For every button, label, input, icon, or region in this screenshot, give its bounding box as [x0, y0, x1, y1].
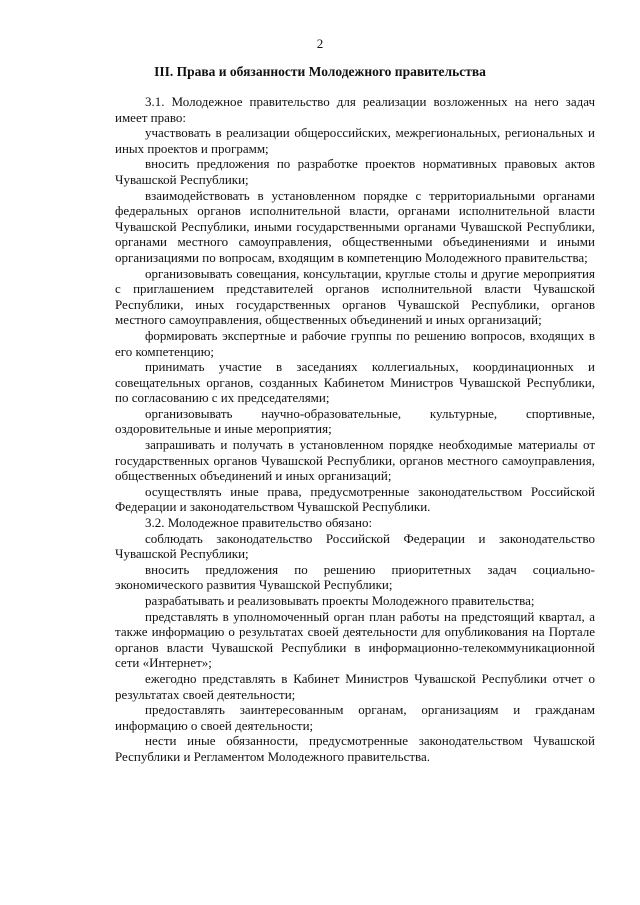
paragraph-duty-report: ежегодно представлять в Кабинет Министров Чувашской Республики отчет о результатах своей деятельности; [115, 670, 595, 702]
paragraph-right-meetings: организовывать совещания, консультации, круглые столы и другие мероприятия с приглашением представителей органов исполнительной власти Чувашской Республики, иных государственных органов Чувашской Республики, органов местного самоуправления, общественных объединений и иных организаций; [115, 265, 595, 328]
paragraph-duty-other: нести иные обязанности, предусмотренные законодательством Чувашской Республики и Регламентом Молодежного правительства. [115, 733, 595, 764]
paragraph-right-proposals: вносить предложения по разработке проектов нормативных правовых актов Чувашской Республики; [115, 156, 595, 187]
paragraph-3-1-intro: 3.1. Молодежное правительство для реализации возложенных на него задач имеет право: [115, 94, 595, 125]
body-text [115, 94, 595, 765]
paragraph-duty-comply: соблюдать законодательство Российской Федерации и законодательство Чувашской Республики; [115, 530, 595, 562]
section-heading: III. Права и обязанности Молодежного правительства [154, 64, 486, 79]
paragraph-duty-projects: разрабатывать и реализовывать проекты Молодежного правительства; [145, 593, 535, 608]
paragraph-duty-plan: представлять в уполномоченный орган план работы на предстоящий квартал, а также информацию о результатах своей деятельности для опубликования на Портале органов власти Чувашской Республики в информационно-телекоммуникационной сети «Интернет»; [115, 608, 595, 671]
paragraph-right-events: организовывать научно-образовательные, культурные, спортивные, оздоровительные и иные мероприятия; [115, 405, 595, 437]
paragraph-right-groups: формировать экспертные и рабочие группы по решению вопросов, входящих в его компетенцию; [115, 327, 595, 359]
paragraph-right-interact: взаимодействовать в установленном порядке с территориальными органами федеральных органов исполнительной власти, органами исполнительной власти Чувашской Республики, иными государственными органами Чувашской Республики, органами местного самоуправления, общественными объединениями и иными организациями по вопросам, входящим в компетенцию Молодежного правительства; [115, 187, 595, 265]
paragraph-right-request: запрашивать и получать в установленном порядке необходимые материалы от государственных органов Чувашской Республики, органов местного самоуправления, общественных объединений и иных организаций; [115, 437, 595, 484]
paragraph-3-2-intro: 3.2. Молодежное правительство обязано: [145, 515, 373, 531]
paragraph-right-other: осуществлять иные права, предусмотренные законодательством Российской Федерации и законодательством Чувашской Республики. [115, 483, 595, 515]
paragraph-duty-inform: предоставлять заинтересованным органам, организациям и гражданам информацию о своей деятельности; [115, 702, 595, 733]
paragraph-right-sessions: принимать участие в заседаниях коллегиальных, координационных и совещательных органов, созданных Кабинетом Министров Чувашской Республики, по согласованию с их председателями; [115, 359, 595, 406]
paragraph-right-participate: участвовать в реализации общероссийских, межрегиональных, региональных и иных проектов и программ; [115, 125, 595, 156]
page-number: 2 [316, 36, 324, 51]
paragraph-duty-proposals: вносить предложения по решению приоритетных задач социально-экономического развития Чувашской Республики; [115, 561, 595, 593]
